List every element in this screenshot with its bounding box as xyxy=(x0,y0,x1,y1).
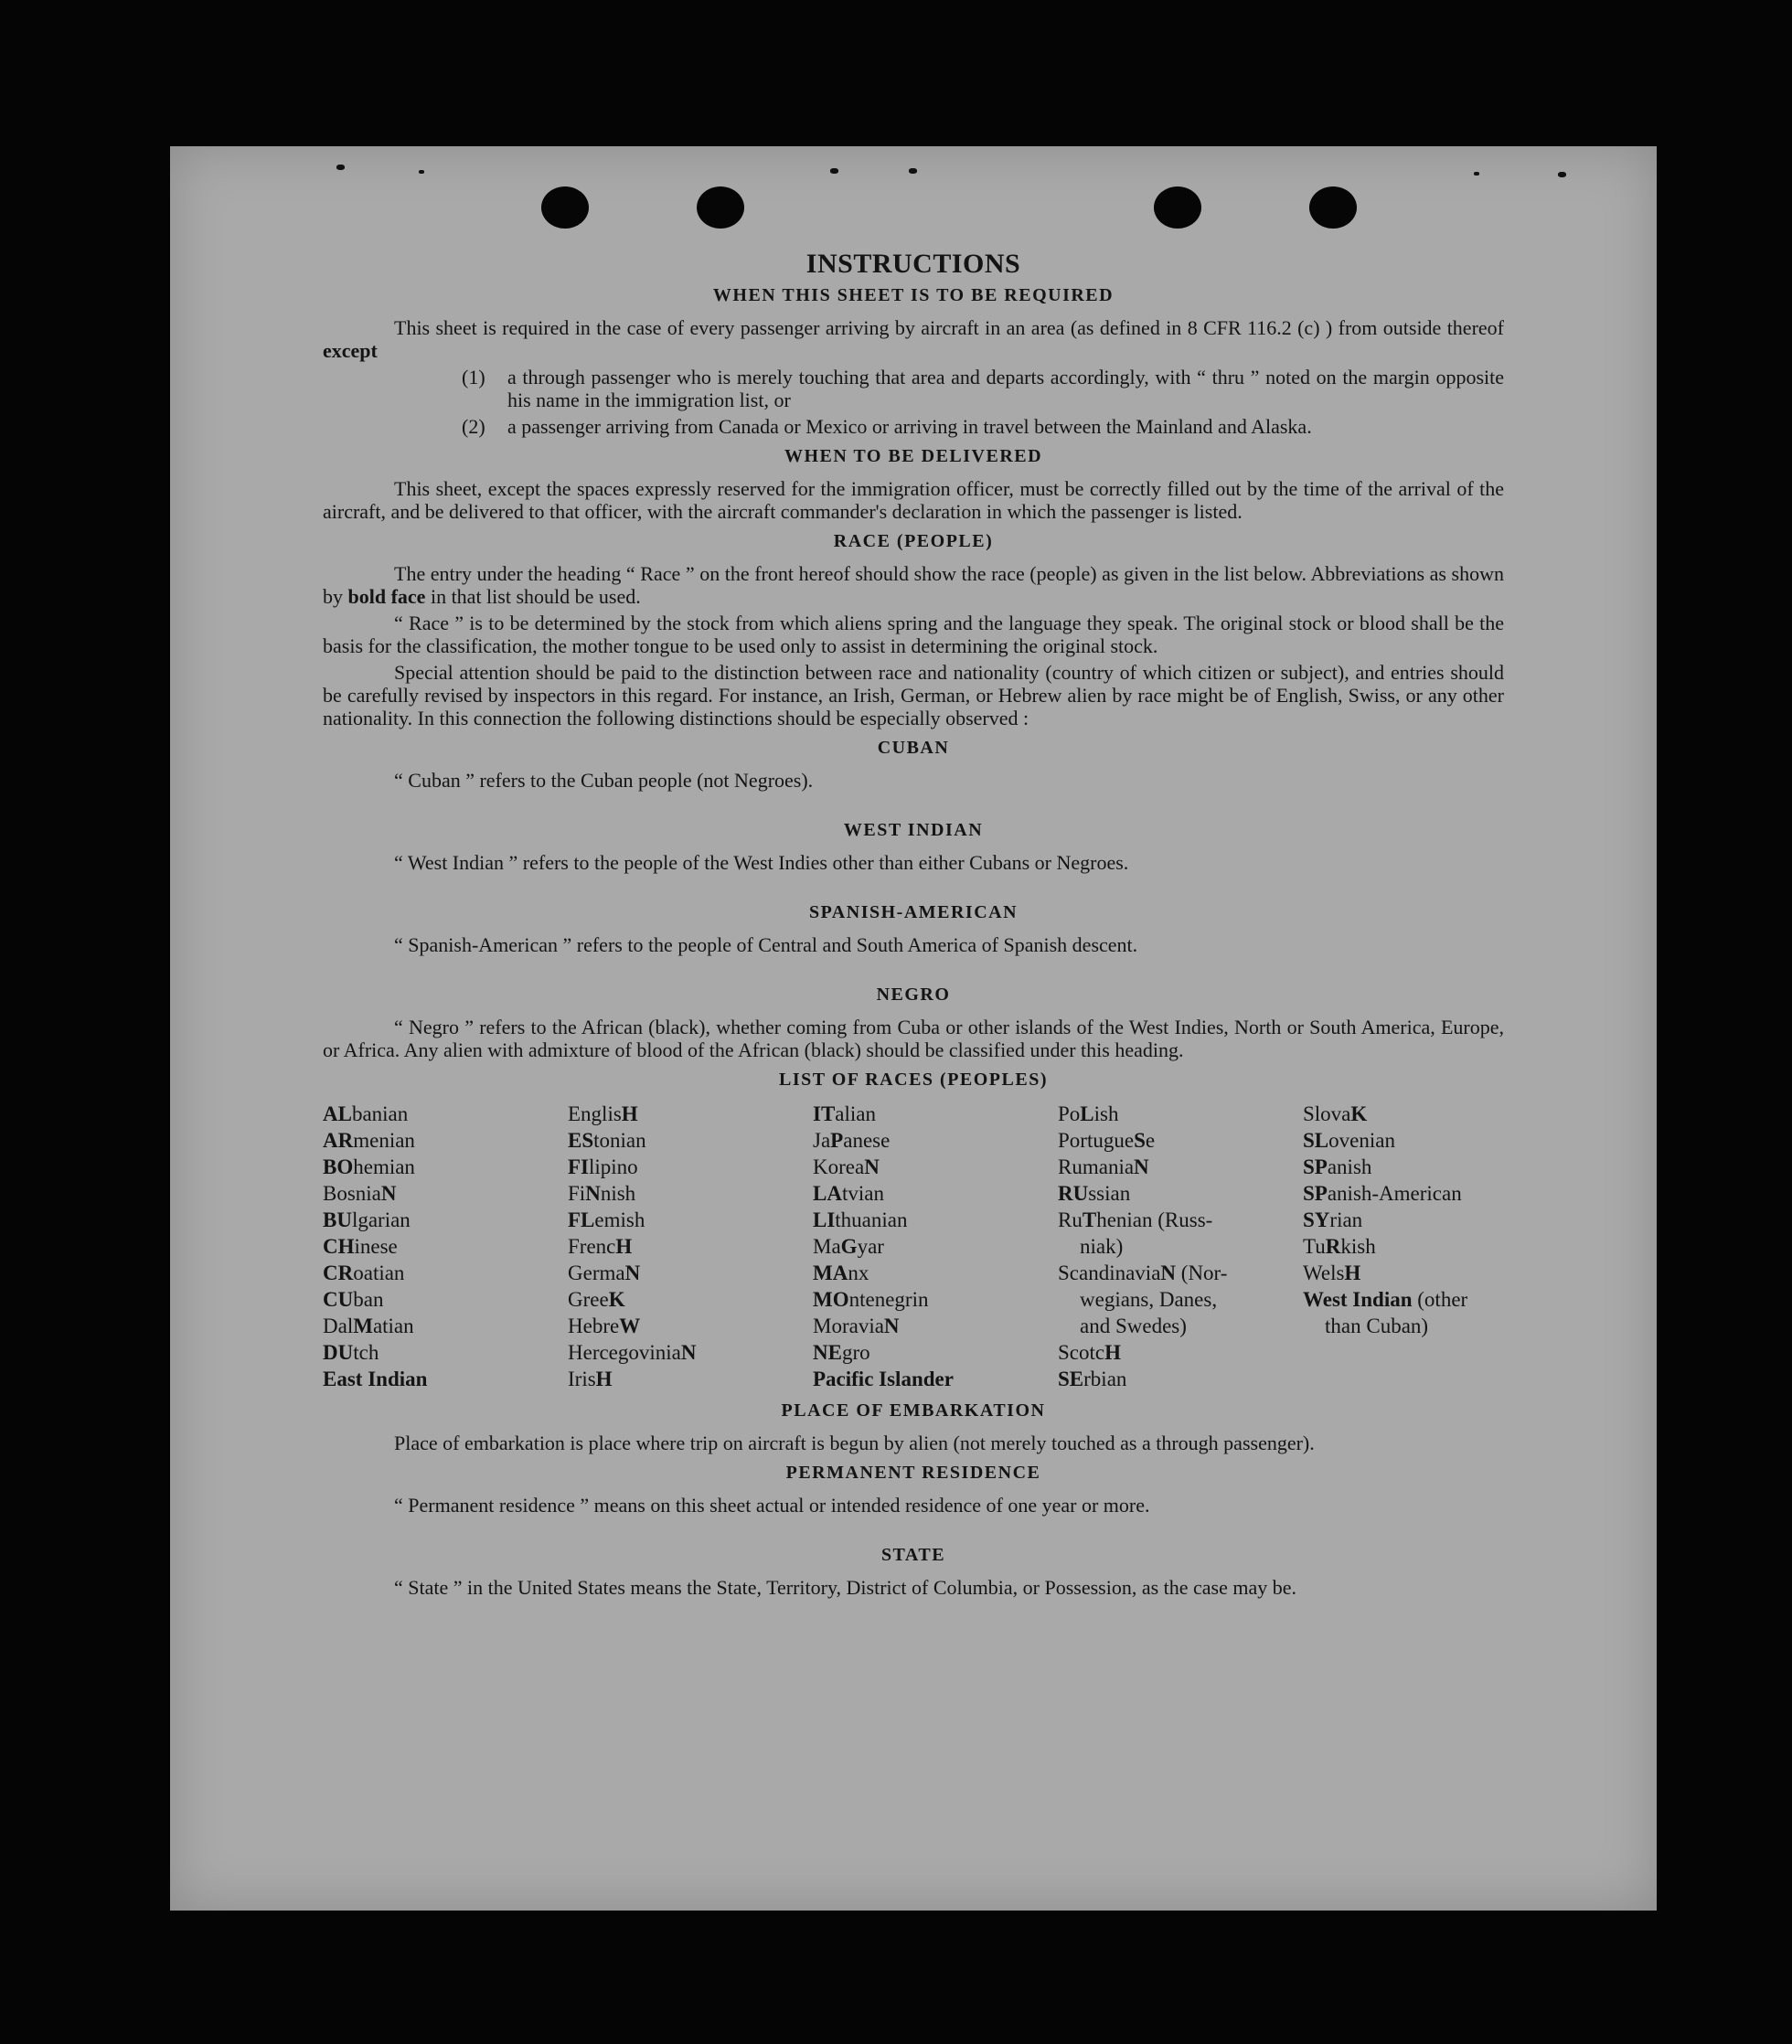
race-entry: SPanish-American xyxy=(1303,1182,1462,1205)
paragraph: Place of embarkation is place where trip on aircraft is begun by alien (not merely touched as a through passenger). xyxy=(394,1432,1315,1454)
race-entry: IrisH xyxy=(568,1368,613,1390)
paragraph: “ Spanish-American ” refers to the people of Central and South America of Spanish descent. xyxy=(394,933,1138,956)
paragraph: “ West Indian ” refers to the people of the West Indies other than either Cubans or Negroes. xyxy=(394,851,1129,874)
race-entry: PoLish xyxy=(1058,1102,1119,1125)
section-heading: STATE xyxy=(880,1545,946,1565)
item-number: (2) xyxy=(462,415,485,438)
punch-hole xyxy=(541,186,589,229)
race-entry: EnglisH xyxy=(568,1102,638,1125)
page-title: INSTRUCTIONS xyxy=(805,249,1021,279)
race-entry: HebreW xyxy=(568,1315,641,1337)
race-entry: EStonian xyxy=(568,1129,646,1152)
race-entry: GermaN xyxy=(568,1262,641,1284)
race-entry: ARmenian xyxy=(323,1129,415,1152)
race-entry: DalMatian xyxy=(323,1315,414,1337)
list-item xyxy=(462,415,1504,438)
race-entry: JaPanese xyxy=(813,1129,891,1152)
staple-mark xyxy=(1474,172,1479,176)
race-entry: HercegoviniaN xyxy=(568,1341,697,1364)
race-entry: KoreaN xyxy=(813,1155,880,1178)
races-column xyxy=(568,1101,813,1392)
section-heading: WHEN THIS SHEET IS TO BE REQUIRED xyxy=(712,285,1115,305)
race-entry: BOhemian xyxy=(323,1155,415,1178)
punch-hole xyxy=(1309,186,1357,229)
race-entry: DUtch xyxy=(323,1341,379,1364)
list-item xyxy=(462,366,1504,411)
race-entry: PortugueSe xyxy=(1058,1129,1156,1152)
race-entry: RuThenian (Russ- niak) xyxy=(1058,1208,1213,1258)
item-text: a through passenger who is merely touching that area and departs accordingly, with “ thru ” noted on the margin opposite his name in the immigration list, or xyxy=(507,366,1504,411)
punch-hole xyxy=(697,186,744,229)
item-text: a passenger arriving from Canada or Mexico or arriving in travel between the Mainland and Alaska. xyxy=(507,415,1312,438)
section-heading: PLACE OF EMBARKATION xyxy=(781,1400,1046,1421)
section-heading: CUBAN xyxy=(877,738,950,758)
staple-mark xyxy=(336,165,345,170)
race-entry: GreeK xyxy=(568,1288,625,1311)
race-entry: NEgro xyxy=(813,1341,870,1364)
paragraph: The entry under the heading “ Race ” on the front hereof should show the race (people) as given in the list below. Abbreviations as shown by bold face in that list should be used. xyxy=(323,562,1504,608)
race-entry: ScandinaviaN (Nor- wegians, Danes, and Swedes) xyxy=(1058,1262,1228,1337)
races-list xyxy=(323,1101,1504,1392)
paragraph: This sheet is required in the case of every passenger arriving by aircraft in an area (as defined in 8 CFR 116.2 (c) ) from outside thereof except xyxy=(323,316,1504,362)
race-entry: MAnx xyxy=(813,1262,869,1284)
race-entry: CUban xyxy=(323,1288,384,1311)
race-entry: East Indian xyxy=(323,1368,428,1390)
section-heading: PERMANENT RESIDENCE xyxy=(785,1463,1041,1483)
paragraph: “ Negro ” refers to the African (black), whether coming from Cuba or other islands of the West Indies, North or South America, Europe, or Africa. Any alien with admixture of blood of the African (black) should be classified under this heading. xyxy=(323,1016,1504,1061)
race-entry: RUssian xyxy=(1058,1182,1131,1205)
paragraph: “ Permanent residence ” means on this sheet actual or intended residence of one year or more. xyxy=(394,1494,1150,1517)
race-entry: MoraviaN xyxy=(813,1315,900,1337)
staple-mark xyxy=(909,168,917,174)
paragraph: Special attention should be paid to the distinction between race and nationality (country of which citizen or subject), and entries should be carefully revised by inspectors in this regard. For instance, an Irish, German, or Hebrew alien by race might be of English, Swiss, or any other nationality. In this connection the following distinctions should be especially observed : xyxy=(323,661,1504,729)
paragraph: “ Race ” is to be determined by the stock from which aliens spring and the language they speak. The original stock or blood shall be the basis for the classification, the mother tongue to be used only to assist in determining the original stock. xyxy=(323,612,1504,657)
instruction-sheet xyxy=(170,146,1657,1911)
section-heading: LIST OF RACES (PEOPLES) xyxy=(778,1070,1048,1090)
race-entry: FLemish xyxy=(568,1208,645,1231)
staple-mark xyxy=(1558,172,1566,177)
races-column xyxy=(1058,1101,1303,1392)
race-entry: ALbanian xyxy=(323,1102,409,1125)
race-entry: SlovaK xyxy=(1303,1102,1368,1125)
staple-mark xyxy=(419,170,424,174)
race-entry: FIlipino xyxy=(568,1155,638,1178)
paragraph: “ Cuban ” refers to the Cuban people (not Negroes). xyxy=(394,769,814,792)
race-entry: FiNnish xyxy=(568,1182,636,1205)
race-entry: TuRkish xyxy=(1303,1235,1376,1258)
race-entry: ITalian xyxy=(813,1102,876,1125)
race-entry: RumaniaN xyxy=(1058,1155,1149,1178)
race-entry: CHinese xyxy=(323,1235,398,1258)
race-entry: WelsH xyxy=(1303,1262,1361,1284)
section-heading: WEST INDIAN xyxy=(843,820,984,840)
staple-mark xyxy=(830,168,838,174)
paragraph: This sheet, except the spaces expressly reserved for the immigration officer, must be correctly filled out by the time of the arrival of the aircraft, and be delivered to that officer, with the aircraft commander's declaration in which the passenger is listed. xyxy=(323,477,1504,523)
race-entry: SPanish xyxy=(1303,1155,1372,1178)
race-entry: MOntenegrin xyxy=(813,1288,929,1311)
section-heading: RACE (PEOPLE) xyxy=(833,531,994,551)
punch-hole xyxy=(1154,186,1201,229)
document-body xyxy=(323,249,1504,1602)
race-entry: SLovenian xyxy=(1303,1129,1395,1152)
race-entry: MaGyar xyxy=(813,1235,884,1258)
race-entry: BosniaN xyxy=(323,1182,397,1205)
race-entry: BUlgarian xyxy=(323,1208,411,1231)
race-entry: FrencH xyxy=(568,1235,633,1258)
section-heading: NEGRO xyxy=(876,985,951,1005)
race-entry: SYrian xyxy=(1303,1208,1363,1231)
races-column xyxy=(323,1101,568,1392)
race-entry: LIthuanian xyxy=(813,1208,908,1231)
race-entry: CRoatian xyxy=(323,1262,405,1284)
race-entry: LAtvian xyxy=(813,1182,884,1205)
race-entry: Pacific Islander xyxy=(813,1368,954,1390)
race-entry: West Indian (other than Cuban) xyxy=(1303,1288,1468,1337)
races-column xyxy=(813,1101,1058,1392)
section-heading: SPANISH-AMERICAN xyxy=(808,902,1019,922)
races-column xyxy=(1303,1101,1548,1392)
section-heading: WHEN TO BE DELIVERED xyxy=(784,446,1043,466)
race-entry: ScotcH xyxy=(1058,1341,1121,1364)
paragraph: “ State ” in the United States means the State, Territory, District of Columbia, or Possession, as the case may be. xyxy=(394,1576,1297,1599)
item-number: (1) xyxy=(462,366,485,389)
race-entry: SErbian xyxy=(1058,1368,1127,1390)
